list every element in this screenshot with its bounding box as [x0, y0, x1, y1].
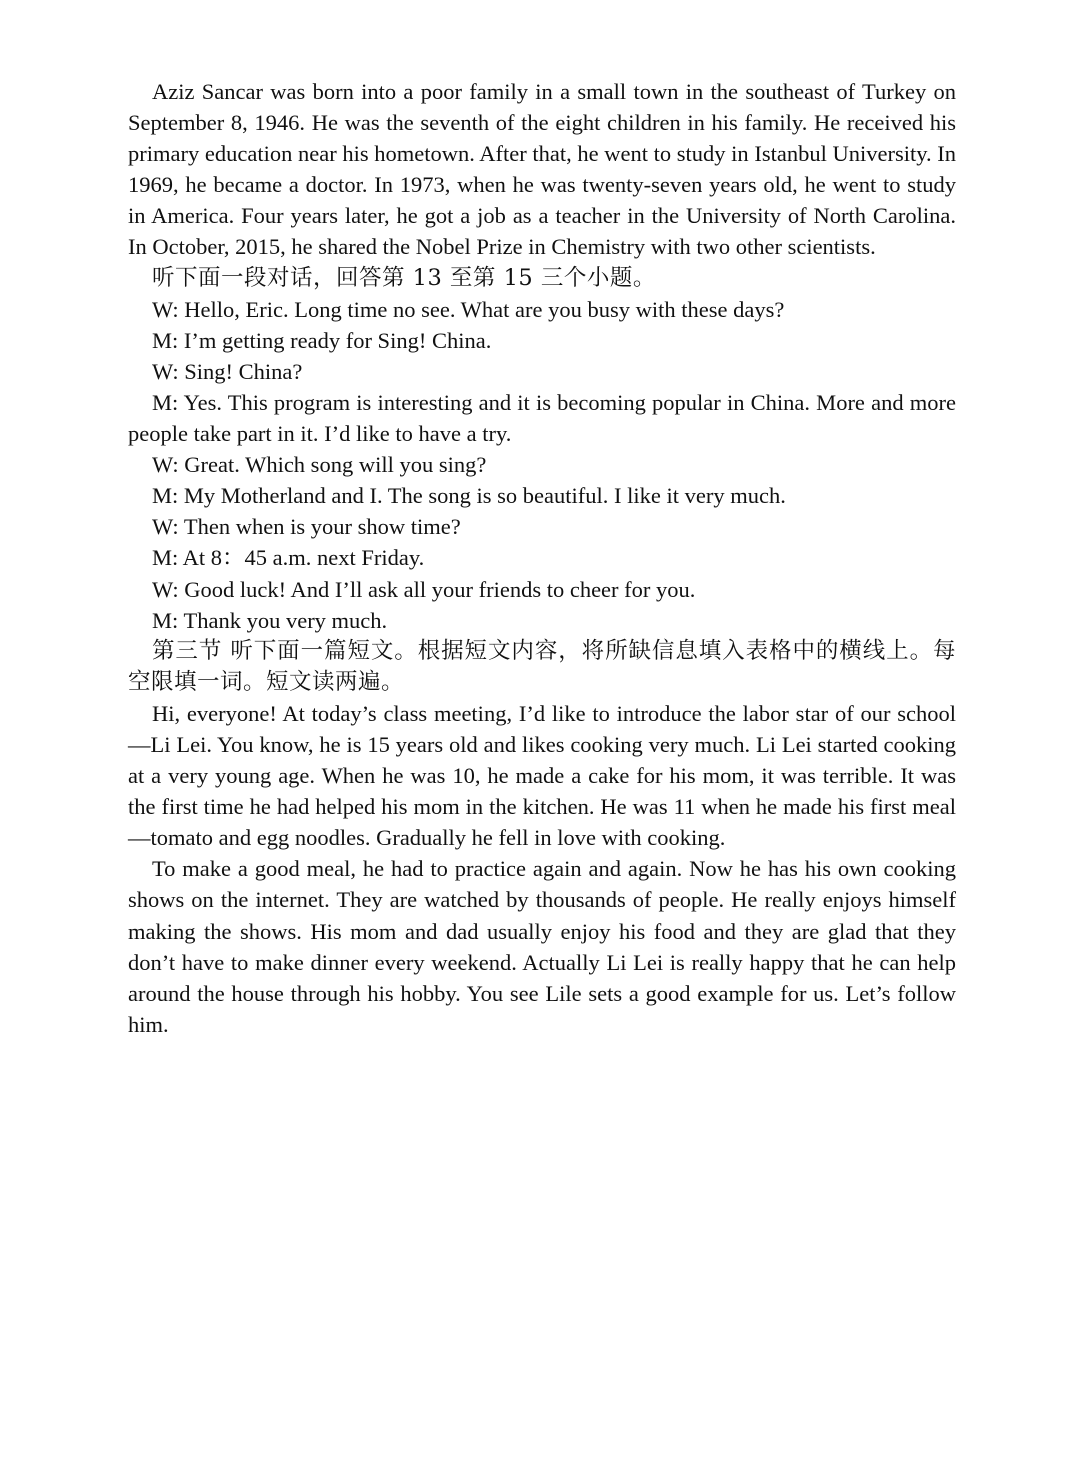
- dialogue-line: M: Thank you very much.: [152, 607, 388, 633]
- dialogue-line: W: Hello, Eric. Long time no see. What are you busy with these days?: [152, 296, 785, 322]
- passage-li-lei-intro: Hi, everyone! At today’s class meeting, I’d like to introduce the labor star of our school—Li Lei. You know, he is 15 years old and likes cooking very much. Li Lei started cooking at a very young age. When he was 10, he made a cake for his mom, it was terrible. It was the first time he had helped his mom in the kitchen. He was 11 when he made his first meal—tomato and egg noodles. Gradually he fell in love with cooking.: [128, 700, 956, 851]
- passage-li-lei-cooking: To make a good meal, he had to practice again and again. Now he has his own cooking shows on the internet. They are watched by thousands of people. He really enjoys himself making the shows. His mom and dad usually enjoy his food and they are glad that they don’t have to make dinner every weekend. Actually Li Lei is really happy that he can help around the house through his hobby. You see Lile sets a good example for us. Let’s follow him.: [128, 856, 956, 1037]
- dialogue-line: W: Sing! China?: [152, 358, 303, 384]
- dialogue-line: W: Then when is your show time?: [152, 514, 461, 540]
- dialogue-line: M: My Motherland and I. The song is so beautiful. I like it very much.: [152, 483, 786, 509]
- dialogue-line: W: Good luck! And I’ll ask all your friends to cheer for you.: [152, 576, 696, 602]
- section3-instruction: 第三节 听下面一篇短文。根据短文内容，将所缺信息填入表格中的横线上。每空限填一词。短文读两遍。: [128, 637, 956, 695]
- passage-aziz-sancar: Aziz Sancar was born into a poor family in a small town in the southeast of Turkey on September 8, 1946. He was the seventh of the eight children in his family. He received his primary education near his hometown. After that, he went to study in Istanbul University. In 1969, he became a doctor. In 1973, when he was twenty-seven years old, he went to study in America. Four years later, he got a job as a teacher in the University of North Carolina. In October, 2015, he shared the Nobel Prize in Chemistry with two other scientists.: [128, 79, 956, 260]
- dialogue-line: W: Great. Which song will you sing?: [152, 452, 487, 478]
- dialogue-line: M: At 8：45 a.m. next Friday.: [152, 545, 425, 571]
- dialogue-line: M: I’m getting ready for Sing! China.: [152, 327, 492, 353]
- document-page: [128, 76, 956, 1040]
- dialogue-instruction: 听下面一段对话，回答第 13 至第 15 三个小题。: [152, 264, 656, 291]
- dialogue-line: M: Yes. This program is interesting and it is becoming popular in China. More and more people take part in it. I’d like to have a try.: [128, 389, 956, 447]
